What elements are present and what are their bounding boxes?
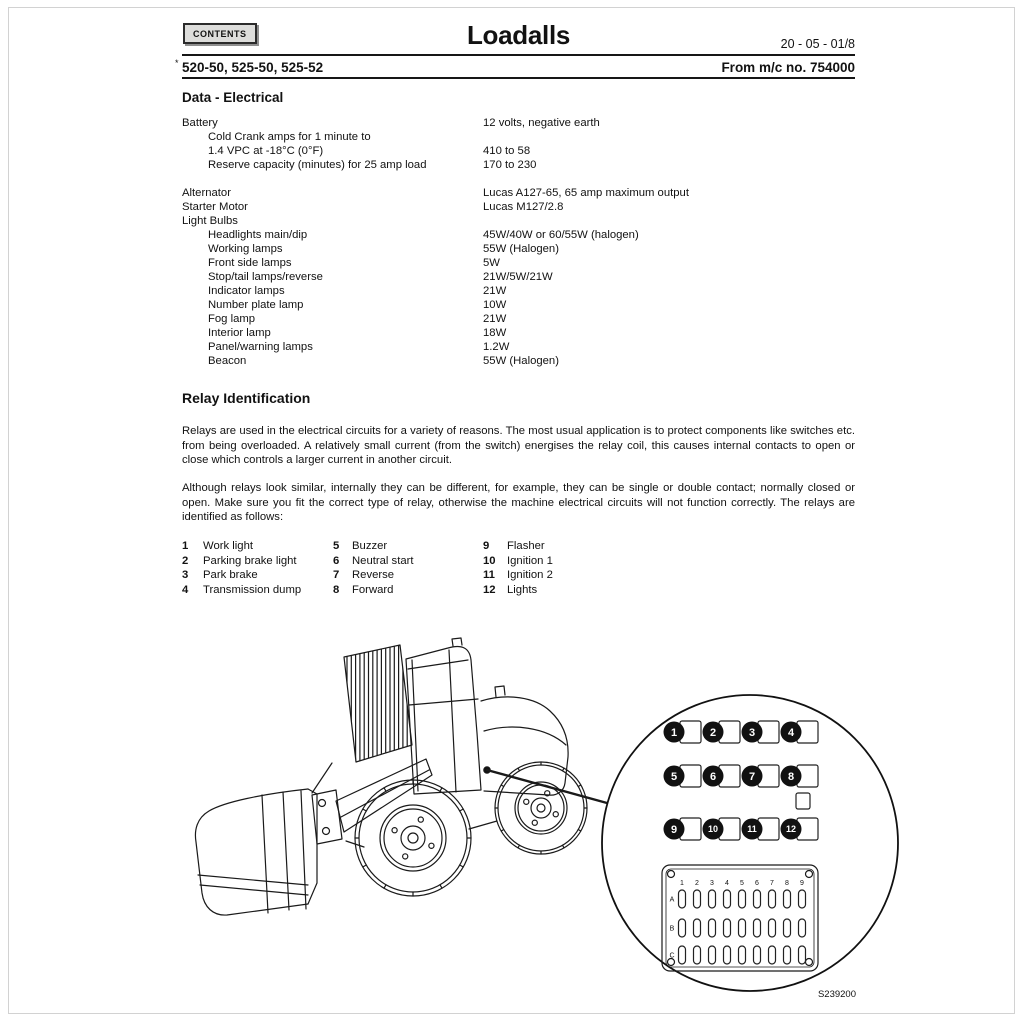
data-row: 1.4 VPC at -18°C (0°F) 410 to 58 — [208, 145, 531, 157]
figure-code: S239200 — [817, 989, 856, 1000]
mast-hatch-lines — [347, 639, 407, 767]
data-row: Headlights main/dip 45W/40W or 60/55W (halogen) — [208, 229, 639, 241]
model-numbers: 520-50, 525-50, 525-52 — [182, 60, 324, 75]
svg-text:10: 10 — [707, 824, 719, 835]
svg-text:7: 7 — [770, 880, 774, 887]
section-heading-relay-identification: Relay Identification — [182, 390, 311, 406]
svg-text:5: 5 — [670, 770, 678, 783]
relay-legend-item: 8 Forward — [333, 583, 394, 596]
relay-legend-item: 9 Flasher — [483, 540, 545, 552]
data-row: Number plate lamp 10W — [208, 299, 507, 311]
relay-legend-item: 10 Ignition 1 — [483, 554, 553, 567]
section-heading-data-electrical: Data - Electrical — [182, 90, 284, 105]
svg-text:6: 6 — [709, 770, 717, 783]
rear-wheel — [495, 762, 587, 854]
relay-legend-item: 4 Transmission dump — [182, 583, 302, 596]
data-row: Working lamps 55W (Halogen) — [208, 243, 559, 255]
data-row: Fog lamp 21W — [208, 313, 507, 325]
data-row: Battery 12 volts, negative earth — [182, 117, 600, 129]
data-row: Cold Crank amps for 1 minute to — [208, 131, 371, 143]
svg-text:1: 1 — [680, 880, 684, 887]
electrical-data-table — [182, 116, 855, 368]
relay-legend-item: 5 Buzzer — [333, 540, 388, 552]
data-row: Interior lamp 18W — [208, 327, 507, 339]
relay-legend — [182, 539, 855, 597]
relay-legend-item: 3 Park brake — [182, 569, 258, 582]
svg-text:9: 9 — [800, 880, 804, 887]
svg-text:9: 9 — [670, 823, 678, 836]
svg-text:2: 2 — [709, 726, 717, 739]
header-rule — [182, 54, 855, 56]
data-row: Panel/warning lamps 1.2W — [208, 341, 510, 353]
relay-legend-item: 6 Neutral start — [333, 554, 414, 567]
data-row: Reserve capacity (minutes) for 25 amp load 170 to 230 — [208, 159, 537, 171]
front-wheel — [355, 780, 471, 896]
fuse-column-numbers — [680, 880, 804, 887]
svg-text:3: 3 — [748, 726, 756, 739]
data-row: Light Bulbs — [182, 215, 238, 227]
svg-text:B: B — [669, 925, 675, 933]
relay-paragraph-2: Although relays look similar, internally they can be different, for example, they can be single or double contact; normally closed or open. Make sure you fit the correct type of relay, otherwise the machine electrical circuits will not function correctly. The relays are identified as follows: — [182, 482, 855, 524]
footnote-mark: * — [175, 58, 179, 68]
svg-text:4: 4 — [787, 726, 795, 739]
svg-text:2: 2 — [695, 880, 699, 887]
svg-text:11: 11 — [747, 824, 757, 835]
svg-text:3: 3 — [710, 880, 714, 887]
relay-legend-item: 12 Lights — [483, 583, 538, 596]
data-row: Indicator lamps 21W — [208, 285, 507, 297]
svg-text:5: 5 — [740, 880, 744, 887]
contents-button[interactable]: CONTENTS — [183, 23, 257, 44]
data-row: Front side lamps 5W — [208, 257, 500, 269]
spare-relay-slot — [796, 793, 810, 809]
header-rule — [182, 77, 855, 79]
svg-text:6: 6 — [755, 880, 759, 887]
svg-text:4: 4 — [725, 880, 729, 887]
relay-legend-item: 11 Ignition 2 — [483, 569, 553, 582]
svg-text:8: 8 — [787, 770, 795, 783]
relay-legend-item: 1 Work light — [182, 540, 254, 552]
machine-number-note: From m/c no. 754000 — [721, 60, 855, 75]
svg-text:A: A — [669, 896, 675, 904]
svg-text:7: 7 — [748, 770, 756, 783]
svg-text:C: C — [669, 952, 675, 960]
figure-illustration — [150, 633, 900, 1005]
loadall-line-drawing — [195, 638, 607, 915]
data-row: Stop/tail lamps/reverse 21W/5W/21W — [208, 271, 553, 283]
data-row: Starter Motor Lucas M127/2.8 — [182, 201, 564, 213]
svg-text:8: 8 — [785, 880, 789, 887]
svg-text:1: 1 — [670, 726, 678, 739]
data-row: Alternator Lucas A127-65, 65 amp maximum output — [182, 187, 689, 199]
page-reference: 20 - 05 - 01/8 — [780, 37, 855, 51]
relay-paragraph-1: Relays are used in the electrical circuits for a variety of reasons. The most usual application is to protect components like switches etc. from being overloaded. A relatively small current (from the switch) energises the relay coil, this causes internal contacts to open or close which controls a larger current in another circuit. — [182, 425, 855, 467]
relay-legend-item: 7 Reverse — [333, 569, 395, 582]
page-title: Loadalls — [466, 20, 571, 50]
svg-text:12: 12 — [785, 824, 797, 835]
relay-legend-item: 2 Parking brake light — [182, 554, 297, 567]
data-row: Beacon 55W (Halogen) — [208, 355, 559, 367]
